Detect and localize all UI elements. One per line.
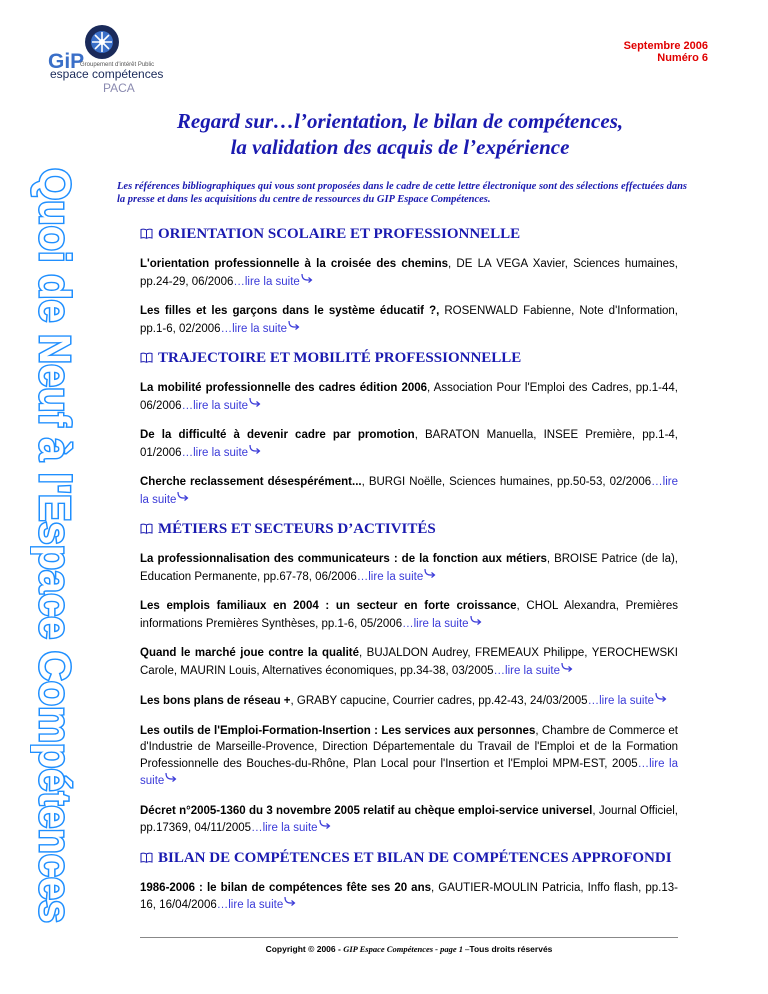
reference-item (140, 692, 678, 710)
reference-details: , BUJALDON Audrey, FREMEAUX Philippe, YEROCHEWSKI Carole, MAURIN Louis, Alternatives économiques, pp.34-38, 03/2005 (140, 647, 678, 677)
footer-copyright: Copyright © 2006 - (265, 944, 344, 954)
reference-title: Décret n°2005-1360 du 3 novembre 2005 relatif au chèque emploi-service universel (140, 804, 593, 817)
reference-details: , GRABY capucine, Courrier cadres, pp.42-43, 24/03/2005 (290, 695, 588, 707)
reference-details: ROSENWALD Fabienne, Note d'Information, pp.1-6, 02/2006 (140, 305, 678, 335)
page-title (100, 108, 700, 160)
read-more-link[interactable]: …lire la suite (140, 476, 679, 506)
arrow-icon[interactable] (560, 662, 574, 674)
section-heading (140, 350, 678, 367)
reference-details: , DE LA VEGA Xavier, Sciences humaines, pp.24-29, 06/2006 (140, 258, 678, 288)
reference-details: , BROISE Patrice (de la), Education Permanente, pp.67-78, 06/2006 (140, 553, 678, 583)
arrow-icon[interactable] (248, 397, 262, 409)
section-heading (140, 850, 678, 867)
read-more-link[interactable]: …lire la suite (233, 275, 300, 288)
read-more-link[interactable]: …lire la suite (402, 617, 469, 630)
reference-details: , GAUTIER-MOULIN Patricia, Inffo flash, pp.13-16, 16/04/2006 (140, 881, 678, 911)
reference-item (140, 723, 678, 790)
reference-details: , Journal Officiel, pp.17369, 04/11/2005 (140, 804, 678, 834)
title-line1: Regard sur…l’orientation, le bilan de compétences, (176, 109, 624, 133)
arrow-icon[interactable] (287, 320, 301, 332)
reference-item (140, 303, 678, 337)
reference-details: , BURGI Noëlle, Sciences humaines, pp.50-53, 02/2006 (361, 476, 652, 488)
arrow-icon[interactable] (248, 444, 262, 456)
arrow-icon[interactable] (469, 615, 483, 627)
sidebar-banner (30, 168, 80, 928)
reference-item (140, 880, 678, 914)
reference-title: L'orientation professionnelle à la croisée des chemins (140, 258, 449, 270)
section-title: ORIENTATION SCOLAIRE ET PROFESSIONNELLE (158, 226, 521, 242)
reference-item (140, 380, 678, 414)
section-title: TRAJECTOIRE ET MOBILITÉ PROFESSIONNELLE (158, 350, 522, 366)
book-icon (140, 522, 153, 533)
read-more-link[interactable]: …lire la suite (181, 446, 249, 459)
read-more-link[interactable]: …lire la suite (356, 570, 424, 583)
issue-date: Septembre 2006 (623, 40, 708, 52)
reference-title: Les emplois familiaux en 2004 : un secteur en forte croissance (140, 600, 517, 612)
reference-details: , Association Pour l'Emploi des Cadres, pp.1-44, 06/2006 (140, 382, 678, 412)
issue-info (624, 40, 708, 64)
reference-title: Quand le marché joue contre la qualité (140, 647, 360, 659)
reference-title: Cherche reclassement désespérément... (140, 476, 362, 488)
sidebar-text: Quoi de Neuf à l'Espace Compétences (30, 168, 79, 928)
footer-publisher: GIP Espace Compétences - page 1 – (343, 944, 470, 954)
page-footer (140, 937, 678, 954)
read-more-link[interactable]: …lire la suite (216, 899, 284, 911)
reference-item (140, 427, 678, 461)
footer-rights: Tous droits réservés (469, 944, 553, 954)
reference-title: Les bons plans de réseau + (140, 695, 291, 707)
reference-details: , BARATON Manuella, INSEE Première, pp.1-4, 01/2006 (140, 429, 678, 459)
arrow-icon[interactable] (654, 692, 668, 704)
reference-title: Les outils de l'Emploi-Formation-Insertion : Les services aux personnes (140, 724, 536, 737)
reference-item (140, 598, 678, 632)
arrow-icon[interactable] (423, 568, 437, 580)
read-more-link[interactable]: …lire la suite (251, 822, 318, 834)
arrow-icon[interactable] (176, 491, 190, 503)
reference-details: , CHOL Alexandra, Premières informations Premières Synthèses, pp.1-6, 05/2006 (140, 600, 678, 630)
main-content (140, 226, 678, 927)
section-heading (140, 521, 678, 538)
section-heading (140, 226, 678, 243)
arrow-icon[interactable] (164, 772, 178, 784)
read-more-link[interactable]: …lire la suite (140, 757, 678, 787)
logo-line3: PACA (103, 81, 135, 95)
section-title: MÉTIERS ET SECTEURS D’ACTIVITÉS (158, 521, 436, 537)
logo-line2: espace compétences (50, 67, 164, 81)
reference-item (140, 256, 678, 290)
reference-details: , Chambre de Commerce et d'Industrie de Marseille-Provence, Direction Départementale du Travail de l'Emploi et de la Formation Professionnelle des Bouches-du-Rhône, Plan Local pour l'Insertion et l'Emploi MPM-EST, 2005 (140, 724, 678, 770)
read-more-link[interactable]: …lire la suite (587, 695, 655, 707)
reference-item (140, 551, 678, 585)
read-more-link[interactable]: …lire la suite (493, 664, 560, 677)
reference-title: Les filles et les garçons dans le système éducatif ?, (140, 305, 440, 317)
reference-title: De la difficulté à devenir cadre par promotion (140, 429, 415, 441)
reference-item (140, 474, 678, 508)
logo-line1: Groupement d'intérêt Public (80, 62, 155, 68)
title-line2: la validation des acquis de l’expérience (230, 135, 570, 159)
section-title: BILAN DE COMPÉTENCES ET BILAN DE COMPÉTENCES APPROFONDI (158, 849, 672, 866)
logo-gip: GiP (48, 50, 85, 73)
reference-title: La professionnalisation des communicateurs : de la fonction aux métiers (140, 553, 547, 565)
issue-number: Numéro 6 (657, 52, 708, 64)
read-more-link[interactable]: …lire la suite (181, 399, 249, 412)
read-more-link[interactable]: …lire la suite (220, 322, 288, 335)
book-icon (140, 351, 153, 362)
reference-title: La mobilité professionnelle des cadres édition 2006 (140, 382, 428, 394)
gip-logo (40, 22, 180, 98)
intro-text: Les références bibliographiques qui vous sont proposées dans le cadre de cette lettre électronique sont des sélections effectuées dans la presse et dans les acquisitions du centre de ressources du GIP Espace Compétences. (117, 181, 687, 205)
arrow-icon[interactable] (300, 273, 314, 285)
reference-item (140, 803, 678, 837)
arrow-icon[interactable] (318, 819, 332, 831)
reference-title: 1986-2006 : le bilan de compétences fête ses 20 ans (140, 881, 431, 894)
book-icon (140, 227, 153, 238)
arrow-icon[interactable] (283, 896, 297, 908)
book-icon (140, 851, 153, 862)
reference-item (140, 645, 678, 679)
